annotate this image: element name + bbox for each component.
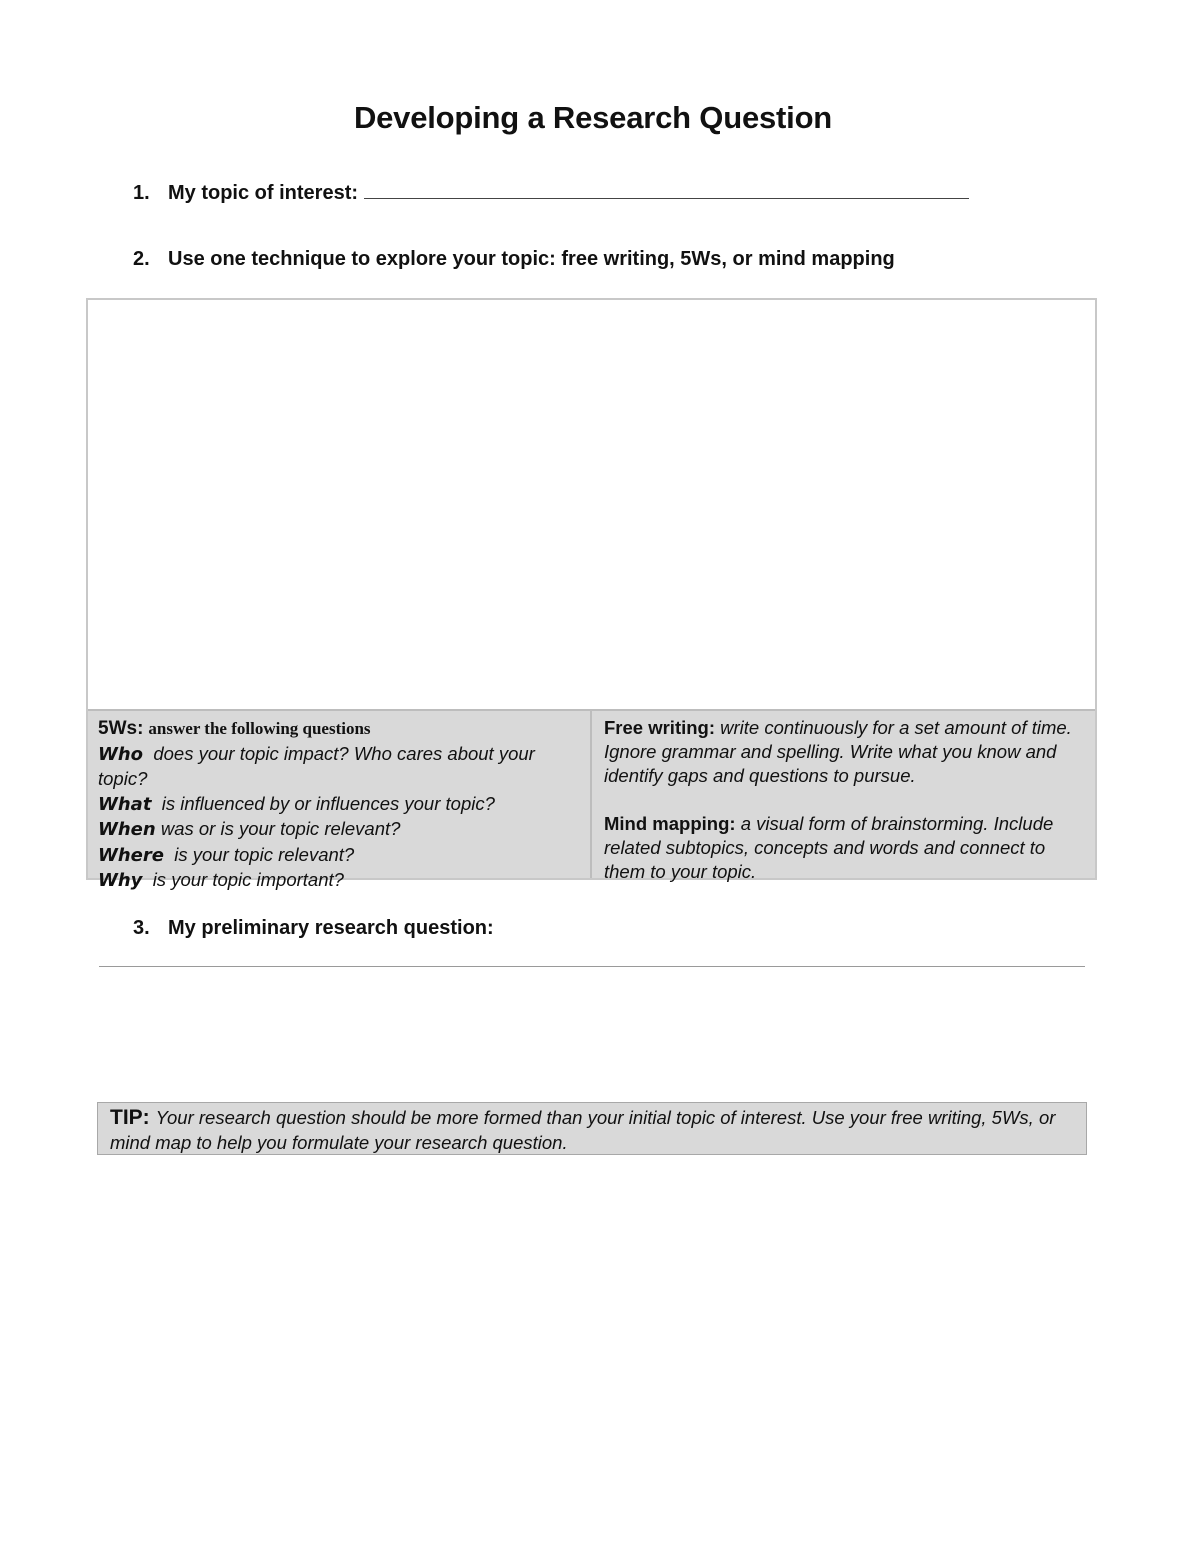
research-question-answer-line[interactable] [99,966,1085,967]
technique-help-row [88,709,1095,891]
five-ws-row: Where is your topic relevant? [98,843,355,866]
mind-mapping-description [604,812,1083,884]
five-ws-row: What is influenced by or influences your topic? [98,792,495,815]
topic-answer-line[interactable] [364,180,969,199]
tip-label: TIP: [110,1106,150,1129]
mind-mapping-text: a visual form of brainstorming. Include related subtopics, concepts and words and connect to them to your topic. [604,813,1054,882]
item-number: 1. [133,182,150,204]
five-ws-row: When was or is your topic relevant? [98,818,401,840]
research-question-prompt [133,917,494,940]
explore-technique-prompt [133,248,895,271]
page-title: Developing a Research Question [353,100,833,135]
free-writing-heading: Free writing: [604,717,716,738]
free-writing-text: write continuously for a set amount of time. Ignore grammar and spelling. Write what you know and identify gaps and questions to pursue. [604,717,1072,786]
topic-of-interest-prompt [133,180,969,205]
free-writing-description [604,716,1083,788]
five-ws-heading: 5Ws: answer the following questions [98,718,371,739]
exploration-table [86,298,1097,891]
tip-text: Your research question should be more formed than your initial topic of interest. Use your free writing, 5Ws, or mind map to help you formulate your research question. [110,1107,1056,1153]
five-ws-row: Who does your topic impact? Who cares about your topic? [98,742,535,789]
item-label: My topic of interest: [168,182,359,204]
five-ws-cell [88,711,592,891]
five-ws-row: Why is your topic important? [98,869,344,891]
item-number: 3. [133,917,150,939]
free-writing-mind-mapping-cell [592,711,1095,882]
item-label: Use one technique to explore your topic: free writing, 5Ws, or mind mapping [168,248,895,270]
exploration-writing-area[interactable] [88,300,1095,709]
item-label: My preliminary research question: [168,917,494,939]
mind-mapping-heading: Mind mapping: [604,813,736,834]
tip-box [97,1102,1087,1155]
item-number: 2. [133,248,150,270]
